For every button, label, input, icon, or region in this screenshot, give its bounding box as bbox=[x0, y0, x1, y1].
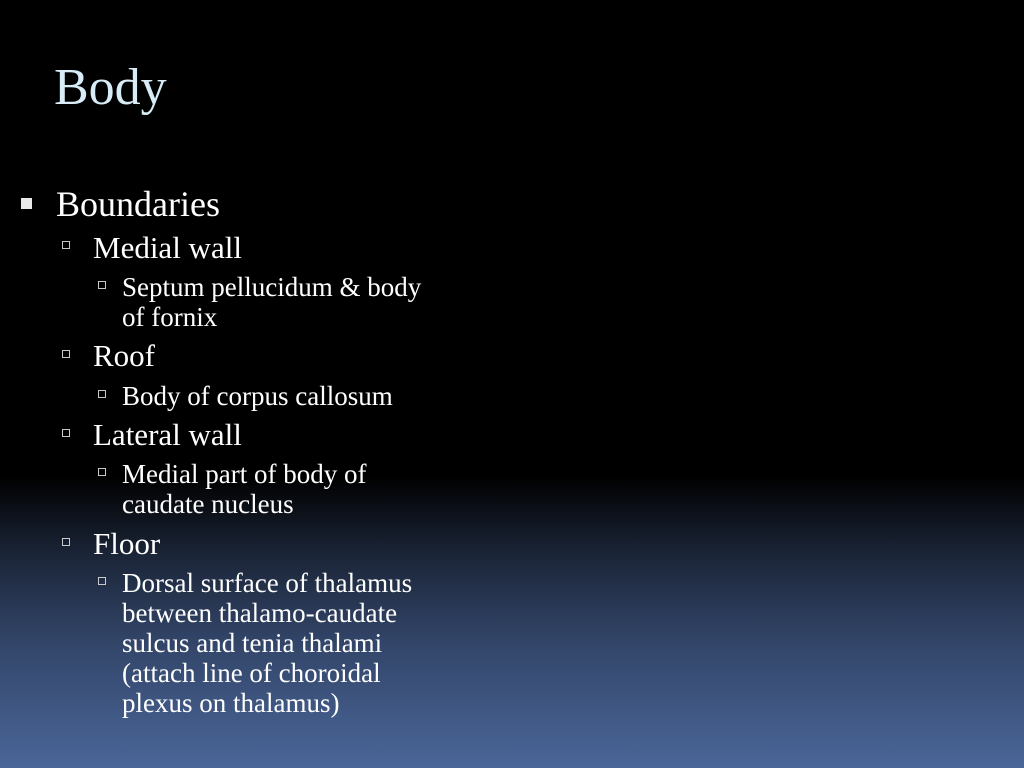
detail-floor-line-1: Dorsal surface of thalamus bbox=[122, 568, 413, 598]
detail-floor-line-3: sulcus and tenia thalami bbox=[122, 628, 383, 658]
hollow-square-bullet-icon bbox=[98, 577, 106, 585]
bullet-floor: Floor bbox=[93, 526, 161, 561]
detail-roof-line-1: Body of corpus callosum bbox=[122, 381, 393, 411]
detail-floor-line-4: (attach line of choroidal bbox=[122, 658, 381, 688]
detail-medial-wall-line-2: of fornix bbox=[122, 302, 218, 332]
hollow-square-bullet-icon bbox=[62, 538, 70, 546]
slide-title: Body bbox=[54, 59, 167, 116]
hollow-square-bullet-icon bbox=[62, 350, 70, 358]
detail-floor-line-2: between thalamo-caudate bbox=[122, 598, 398, 628]
hollow-square-bullet-icon bbox=[62, 429, 70, 437]
detail-floor-line-5: plexus on thalamus) bbox=[122, 688, 340, 718]
hollow-square-bullet-icon bbox=[98, 468, 106, 476]
hollow-square-bullet-icon bbox=[98, 281, 106, 289]
filled-square-bullet-icon bbox=[21, 198, 32, 209]
hollow-square-bullet-icon bbox=[98, 390, 106, 398]
bullet-roof: Roof bbox=[93, 338, 155, 373]
bullet-lateral-wall: Lateral wall bbox=[93, 417, 242, 452]
detail-lateral-wall-line-1: Medial part of body of bbox=[122, 459, 367, 489]
detail-lateral-wall-line-2: caudate nucleus bbox=[122, 489, 294, 519]
detail-medial-wall-line-1: Septum pellucidum & body bbox=[122, 272, 422, 302]
bullet-medial-wall: Medial wall bbox=[93, 230, 242, 265]
bullet-boundaries: Boundaries bbox=[56, 184, 220, 224]
hollow-square-bullet-icon bbox=[62, 241, 70, 249]
